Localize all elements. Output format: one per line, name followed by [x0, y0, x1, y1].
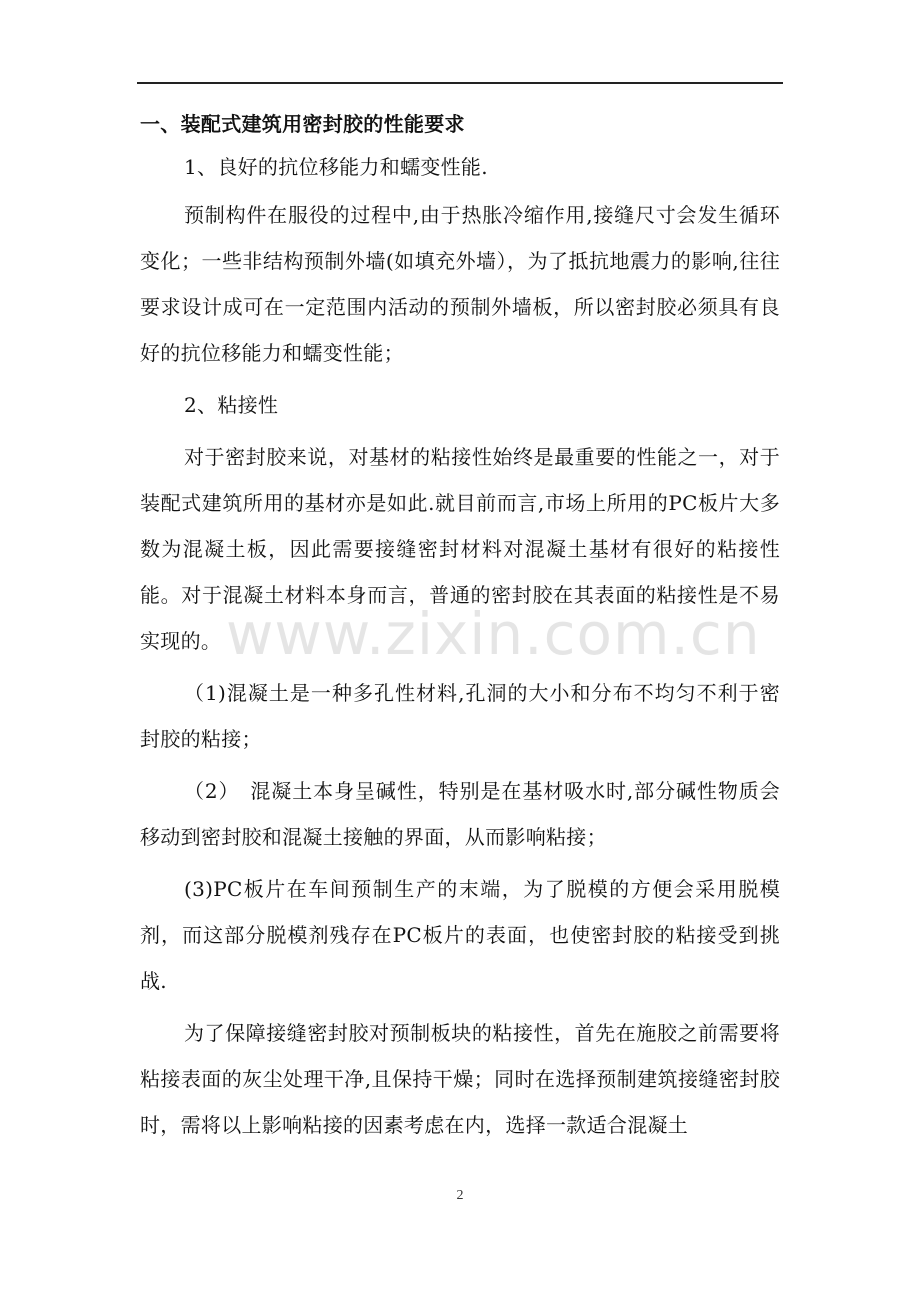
header-rule — [137, 82, 783, 84]
list-item-3: (3)PC板片在车间预制生产的末端，为了脱模的方便会采用脱模剂，而这部分脱模剂残存在PC板片的表面，也使密封胶的粘接受到挑战. — [140, 877, 780, 993]
page-number: 2 — [456, 1188, 464, 1203]
page-content — [140, 106, 780, 1154]
list-item-1: （1)混凝土是一种多孔性材料,孔洞的大小和分布不均匀不利于密封胶的粘接； — [140, 681, 780, 751]
paragraph-displacement: 预制构件在服役的过程中,由于热胀冷缩作用,接缝尺寸会发生循环变化；一些非结构预制外墙(如填充外墙），为了抵抗地震力的影响,往往要求设计成可在一定范围内活动的预制外墙板，所以密封胶必须具有良好的抗位移能力和蠕变性能； — [140, 203, 780, 365]
subsection-title-1: 1、良好的抗位移能力和蠕变性能. — [184, 155, 488, 179]
subsection-title-2: 2、粘接性 — [184, 393, 279, 417]
section-heading: 一、装配式建筑用密封胶的性能要求 — [140, 112, 465, 136]
list-item-2: （2） 混凝土本身呈碱性，特别是在基材吸水时,部分碱性物质会移动到密封胶和混凝土接触的界面，从而影响粘接； — [140, 779, 780, 849]
paragraph-closing: 为了保障接缝密封胶对预制板块的粘接性，首先在施胶之前需要将粘接表面的灰尘处理干净,且保持干燥；同时在选择预制建筑接缝密封胶时，需将以上影响粘接的因素考虑在内，选择一款适合混凝土 — [140, 1021, 780, 1137]
paragraph-adhesion: 对于密封胶来说，对基材的粘接性始终是最重要的性能之一，对于装配式建筑所用的基材亦是如此.就目前而言,市场上所用的PC板片大多数为混凝土板，因此需要接缝密封材料对混凝土基材有很好的粘接性能。对于混凝土材料本身而言，普通的密封胶在其表面的粘接性是不易实现的。 — [140, 445, 780, 653]
watermark: www.zixin.com.cn — [226, 600, 761, 668]
